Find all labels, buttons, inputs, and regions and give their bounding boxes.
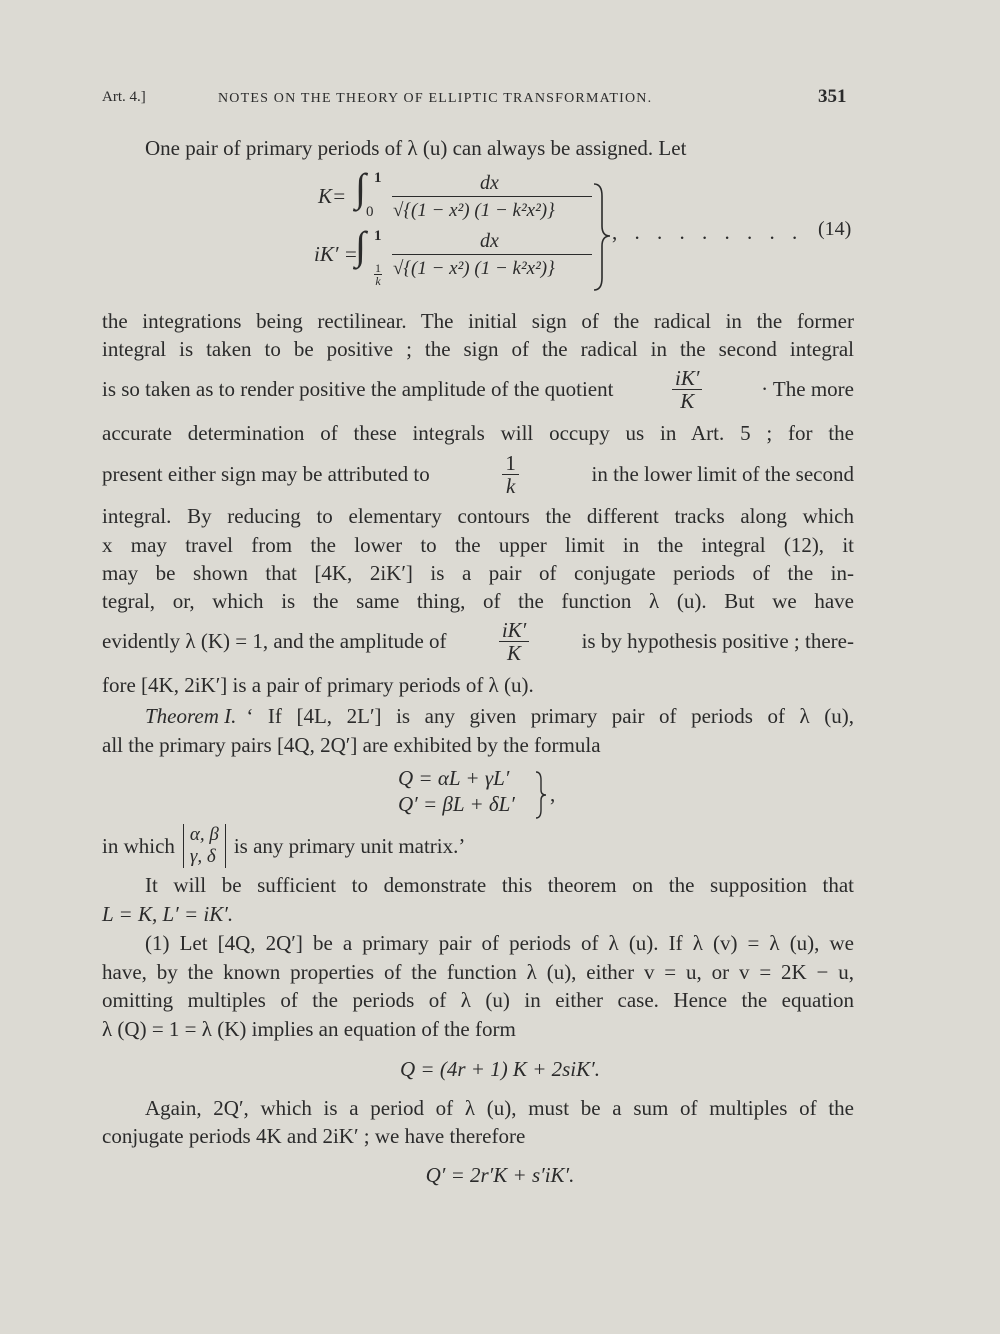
theorem-line: all the primary pairs [4Q, 2Q′] are exhibited by the formula — [102, 733, 601, 757]
article-marker: Art. 4.] — [102, 89, 146, 105]
running-title: NOTES ON THE THEORY OF ELLIPTIC TRANSFORMATION. — [218, 91, 653, 106]
paragraph-line: L = K, L′ = iK′. — [102, 902, 234, 926]
text-segment: present either sign may be attributed to — [102, 462, 430, 486]
fraction-numerator: iK′ — [499, 619, 529, 642]
formula-q-prime: Q′ = βL + δL′ — [398, 792, 515, 816]
fraction-denominator: K — [680, 388, 695, 413]
eq14-right-brace — [592, 182, 614, 292]
eq14-lower-1: 0 — [366, 204, 374, 220]
fraction-one-over-k — [502, 452, 519, 497]
paragraph-line: (1) Let [4Q, 2Q′] be a primary pair of periods of λ (u). If λ (v) = λ (u), we — [145, 931, 854, 955]
paragraph-line: x may travel from the lower to the upper limit in the integral (12), it — [102, 533, 854, 557]
fraction-denominator: k — [505, 473, 516, 498]
paragraph-line: accurate determination of these integrals will occupy us in Art. 5 ; for the — [102, 421, 854, 445]
integral-sign-2: ∫ — [355, 223, 366, 268]
eq14-ik-numerator: dx — [480, 230, 499, 252]
eq14-lower-2-num: 1 — [375, 261, 381, 275]
intro-line: One pair of primary periods of λ (u) can always be assigned. Let — [145, 136, 687, 160]
theorem-text: ‘ If [4L, 2L′] is any given primary pair of periods of λ (u), — [246, 704, 854, 728]
paragraph-line: conjugate periods 4K and 2iK′ ; we have therefore — [102, 1124, 526, 1148]
page-number: 351 — [818, 86, 847, 107]
matrix-line — [102, 822, 465, 870]
paragraph-line: It will be sufficient to demonstrate this theorem on the supposition that — [145, 873, 854, 897]
text-segment: is any primary unit matrix.’ — [233, 834, 466, 858]
eq14-lower-2 — [374, 262, 382, 287]
eq14-ik-lhs: iK′ = — [314, 242, 358, 266]
paragraph-line: Again, 2Q′, which is a period of λ (u), must be a sum of multiples of the — [145, 1096, 854, 1120]
paragraph-line: integral. By reducing to elementary contours the different tracks along which — [102, 504, 854, 528]
formula-q: Q = αL + γL′ — [398, 766, 510, 790]
eq14-k-lhs: K= — [318, 184, 347, 208]
eq14-k-numerator: dx — [480, 172, 499, 194]
eq14-k-fraction-bar — [392, 196, 592, 197]
eq14-label: (14) — [818, 218, 852, 240]
fraction-ik-over-k — [499, 619, 529, 664]
equation-q-prime: Q′ = 2r′K + s′iK′. — [425, 1163, 575, 1187]
matrix-row: α, β — [189, 824, 219, 845]
paragraph-line: may be shown that [4K, 2iK′] is a pair of conjugate periods of the in- — [102, 561, 854, 585]
paragraph-line-one-over-k — [102, 450, 854, 498]
paragraph-line: have, by the known properties of the function λ (u), either v = u, or v = 2K − u, — [102, 960, 854, 984]
equation-q: Q = (4r + 1) K + 2siK′. — [400, 1057, 600, 1081]
text-segment: in which — [102, 834, 175, 858]
paragraph-line: the integrations being rectilinear. The initial sign of the radical in the former — [102, 309, 854, 333]
eq14-lower-2-den: k — [375, 274, 381, 288]
eq14-dots: , . . . . . . . . — [612, 220, 804, 244]
matrix-row: γ, δ — [189, 846, 216, 867]
fraction-denominator: K — [507, 640, 522, 665]
theorem-line — [145, 702, 854, 730]
text-segment: · The more — [761, 377, 854, 401]
paragraph-line: λ (Q) = 1 = λ (K) implies an equation of the form — [102, 1017, 516, 1041]
formula-comma: , — [550, 782, 556, 806]
eq14-ik-denominator: √{(1 − x²) (1 − k²x²)} — [393, 258, 555, 279]
text-segment: in the lower limit of the second — [591, 462, 854, 486]
eq14-k-denominator: √{(1 − x²) (1 − k²x²)} — [393, 200, 555, 221]
integral-sign-1: ∫ — [355, 165, 366, 210]
fraction-numerator: iK′ — [672, 367, 702, 390]
text-segment: is so taken as to render positive the amplitude of the quotient — [102, 377, 614, 401]
fraction-ik-over-k — [672, 367, 702, 412]
paragraph-line: integral is taken to be positive ; the sign of the radical in the second integral — [102, 337, 854, 361]
fraction-numerator: 1 — [502, 452, 519, 475]
paragraph-line: tegral, or, which is the same thing, of the function λ (u). But we have — [102, 589, 854, 613]
formula-brace — [534, 770, 548, 820]
unit-matrix — [183, 824, 226, 868]
eq14-upper-1: 1 — [374, 170, 382, 186]
paragraph-line: fore [4K, 2iK′] is a pair of primary periods of λ (u). — [102, 673, 534, 697]
theorem-label: Theorem I. — [145, 704, 237, 728]
paragraph-line: omitting multiples of the periods of λ (u) in either case. Hence the equation — [102, 988, 854, 1012]
paragraph-line-amplitude — [102, 616, 854, 666]
text-segment: is by hypothesis positive ; there- — [581, 629, 854, 653]
paragraph-line-quotient — [102, 365, 854, 413]
text-segment: evidently λ (K) = 1, and the amplitude of — [102, 629, 447, 653]
eq14-upper-2: 1 — [374, 228, 382, 244]
eq14-ik-fraction-bar — [392, 254, 592, 255]
